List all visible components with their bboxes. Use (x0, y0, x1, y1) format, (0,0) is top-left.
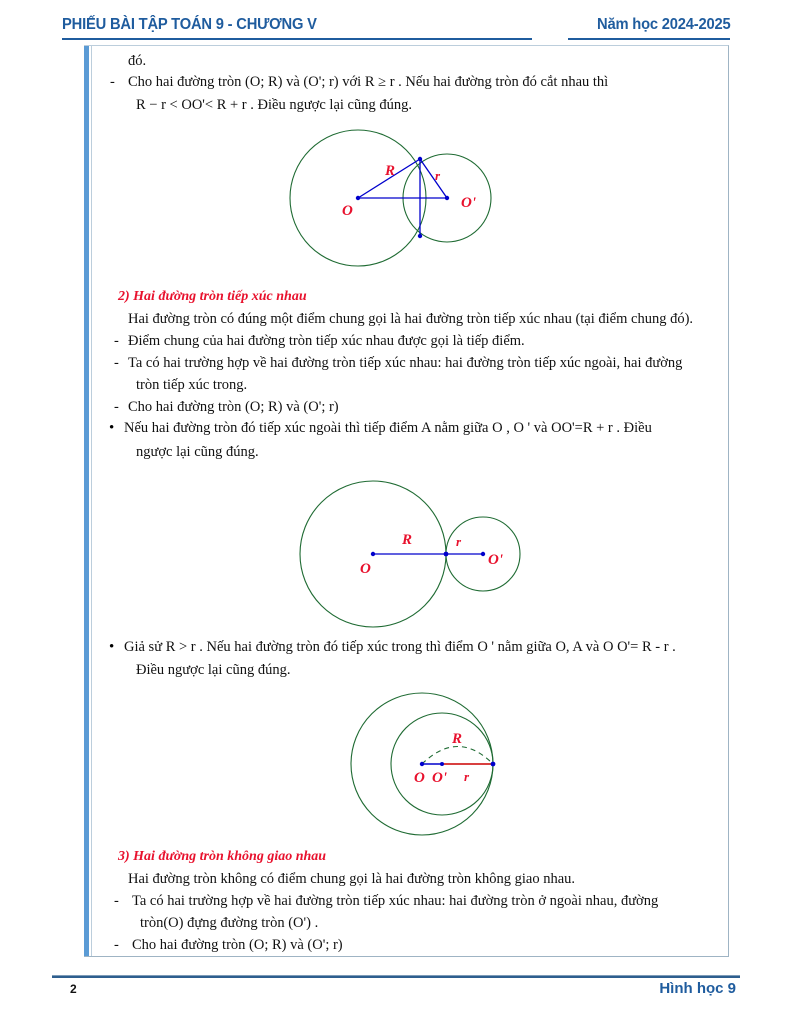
section2-item2-line1: Ta có hai trường hợp về hai đường tròn tiếp xúc nhau: hai đường tròn tiếp xúc ngoài, hai đường (128, 355, 683, 371)
section3-heading: 3) Hai đường tròn không giao nhau (118, 849, 327, 864)
label-r: r (456, 534, 462, 549)
footer-rule (52, 975, 740, 978)
point-O-prime (481, 552, 485, 556)
bullet-marker: • (109, 639, 115, 655)
point-A (418, 157, 422, 161)
point-B (418, 234, 422, 238)
point-O (371, 552, 375, 556)
figure-externally-tangent-circles (290, 476, 540, 636)
label-R: R (452, 731, 463, 747)
point-O-prime (440, 762, 444, 766)
segment-r (420, 159, 447, 198)
point-O-prime (445, 196, 449, 200)
point-O (420, 762, 424, 766)
page-header (62, 16, 730, 44)
dash-marker: - (114, 937, 119, 953)
carryover-text: đó. (128, 53, 147, 69)
section3-intro: Hai đường tròn không có điểm chung gọi là hai đường tròn không giao nhau. (128, 871, 576, 887)
intersect-rule-line1: Cho hai đường tròn (O; R) và (O'; r) với R ≥ r . Nếu hai đường tròn đó cắt nhau thì (128, 74, 609, 90)
section2-bullet1-line1: Nếu hai đường tròn đó tiếp xúc ngoài thì tiếp điểm A nằm giữa O , O ' và OO'=R + r . Điều (124, 420, 652, 436)
label-O-prime: O' (432, 770, 447, 786)
section2-bullet2-line2: Điều ngược lại cũng đúng. (136, 662, 291, 678)
label-r: r (435, 168, 441, 183)
point-tangent-A (491, 762, 496, 767)
bullet-marker: • (109, 420, 115, 436)
figure-internally-tangent-circles (334, 691, 534, 841)
point-O (356, 196, 360, 200)
footer-page-number: 2 (70, 982, 77, 996)
point-tangent-A (444, 552, 449, 557)
label-R: R (385, 163, 396, 179)
section2-item2-line2: tròn tiếp xúc trong. (136, 377, 248, 393)
section3-item1-line1: Ta có hai trường hợp về hai đường tròn tiếp xúc nhau: hai đường tròn ở ngoài nhau, đường (132, 893, 659, 909)
section3-item2: Cho hai đường tròn (O; R) và (O'; r) (132, 937, 343, 953)
content-left-thin-line (91, 46, 92, 956)
section3-item1-line2: tròn(O) đựng đường tròn (O') . (140, 915, 319, 931)
header-title-right: Năm học 2024-2025 (596, 16, 730, 33)
dash-marker: - (114, 355, 119, 371)
label-r: r (464, 769, 470, 784)
label-O-prime: O' (488, 552, 503, 568)
header-rule (62, 38, 730, 40)
dash-marker: - (110, 74, 115, 90)
section2-item3: Cho hai đường tròn (O; R) và (O'; r) (128, 399, 339, 415)
dash-marker: - (114, 893, 119, 909)
arc-R-dashed (422, 747, 493, 765)
section2-item1: Điểm chung của hai đường tròn tiếp xúc nhau được gọi là tiếp điểm. (128, 333, 525, 349)
intersect-rule-line2: R − r < OO'< R + r . Điều ngược lại cũng đúng. (136, 97, 412, 113)
label-R: R (402, 532, 413, 548)
header-rule-gap (532, 38, 568, 40)
dash-marker: - (114, 399, 119, 415)
section2-intro: Hai đường tròn có đúng một điểm chung gọi là hai đường tròn tiếp xúc nhau (tại điểm chung đó). (128, 311, 694, 327)
footer-subject: Hình học 9 (659, 980, 736, 997)
section2-heading: 2) Hai đường tròn tiếp xúc nhau (118, 289, 307, 304)
label-O: O (342, 203, 353, 219)
figure-two-intersecting-circles (280, 128, 530, 288)
label-O: O (360, 561, 371, 577)
content-left-accent-bar (84, 46, 89, 956)
label-O: O (414, 770, 425, 786)
header-title-left: PHIẾU BÀI TẬP TOÁN 9 - CHƯƠNG V (62, 16, 317, 33)
dash-marker: - (114, 333, 119, 349)
section2-bullet1-line2: ngược lại cũng đúng. (136, 444, 259, 460)
content-box (84, 45, 729, 957)
label-O-prime: O' (461, 195, 476, 211)
section2-bullet2-line1: Giả sử R > r . Nếu hai đường tròn đó tiếp xúc trong thì điểm O ' nằm giữa O, A và O O'= R - r . (124, 639, 676, 655)
